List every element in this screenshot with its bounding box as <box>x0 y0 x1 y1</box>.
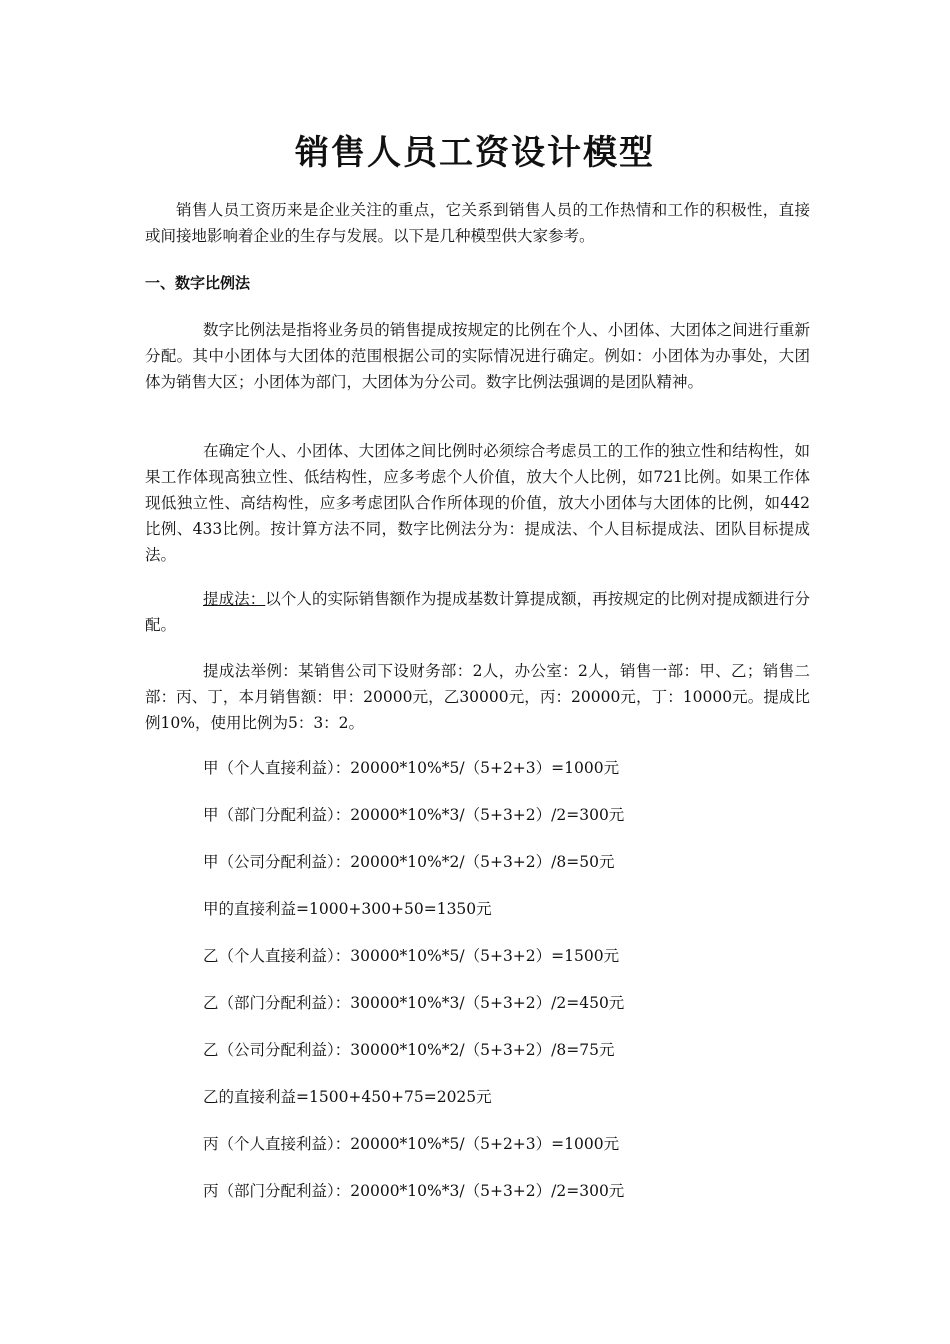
calc-line: 甲（部门分配利益）：20000*10%*3/（5+3+2）/2=300元 <box>203 806 625 824</box>
calc-line: 乙（个人直接利益）：30000*10%*5/（5+3+2）=1500元 <box>203 947 620 965</box>
paragraph-definition: 数字比例法是指将业务员的销售提成按规定的比例在个人、小团体、大团体之间进行重新分配。其中小团体与大团体的范围根据公司的实际情况进行确定。例如：小团体为办事处，大团体为销售大区；小团体为部门，大团体为分公司。数字比例法强调的是团队精神。 <box>145 321 810 391</box>
paragraph-example: 提成法举例：某销售公司下设财务部：2人，办公室：2人，销售一部：甲、乙；销售二部：丙、丁，本月销售额：甲：20000元，乙30000元，丙：20000元，丁：10000元。提成比例10%，使用比例为5：3：2。 <box>145 662 810 732</box>
calc-line: 甲（公司分配利益）：20000*10%*2/（5+3+2）/8=50元 <box>203 853 615 871</box>
commission-method-text: 以个人的实际销售额作为提成基数计算提成额，再按规定的比例对提成额进行分配。 <box>145 590 810 634</box>
document-title: 销售人员工资设计模型 <box>295 133 655 173</box>
calc-line: 甲（个人直接利益）：20000*10%*5/（5+2+3）=1000元 <box>203 759 620 777</box>
calc-line: 乙的直接利益=1500+450+75=2025元 <box>203 1088 492 1106</box>
calc-line: 乙（公司分配利益）：30000*10%*2/（5+3+2）/8=75元 <box>203 1041 615 1059</box>
intro-paragraph: 销售人员工资历来是企业关注的重点，它关系到销售人员的工作热情和工作的积极性，直接或间接地影响着企业的生存与发展。以下是几种模型供大家参考。 <box>145 201 810 245</box>
section-heading: 一、数字比例法 <box>145 274 251 292</box>
paragraph-ratio: 在确定个人、小团体、大团体之间比例时必须综合考虑员工的工作的独立性和结构性，如果工作体现高独立性、低结构性，应多考虑个人价值，放大个人比例，如721比例。如果工作体现低独立性、高结构性，应多考虑团队合作所体现的价值，放大小团体与大团体的比例，如442比例、433比例。按计算方法不同，数字比例法分为：提成法、个人目标提成法、团队目标提成法。 <box>145 442 810 564</box>
paragraph-commission-method <box>145 586 810 638</box>
calc-line: 甲的直接利益=1000+300+50=1350元 <box>203 900 492 918</box>
commission-method-label: 提成法： <box>203 590 266 608</box>
calc-line: 丙（个人直接利益）：20000*10%*5/（5+2+3）=1000元 <box>203 1135 620 1153</box>
calc-line: 乙（部门分配利益）：30000*10%*3/（5+3+2）/2=450元 <box>203 994 625 1012</box>
calc-line: 丙（部门分配利益）：20000*10%*3/（5+3+2）/2=300元 <box>203 1182 625 1200</box>
